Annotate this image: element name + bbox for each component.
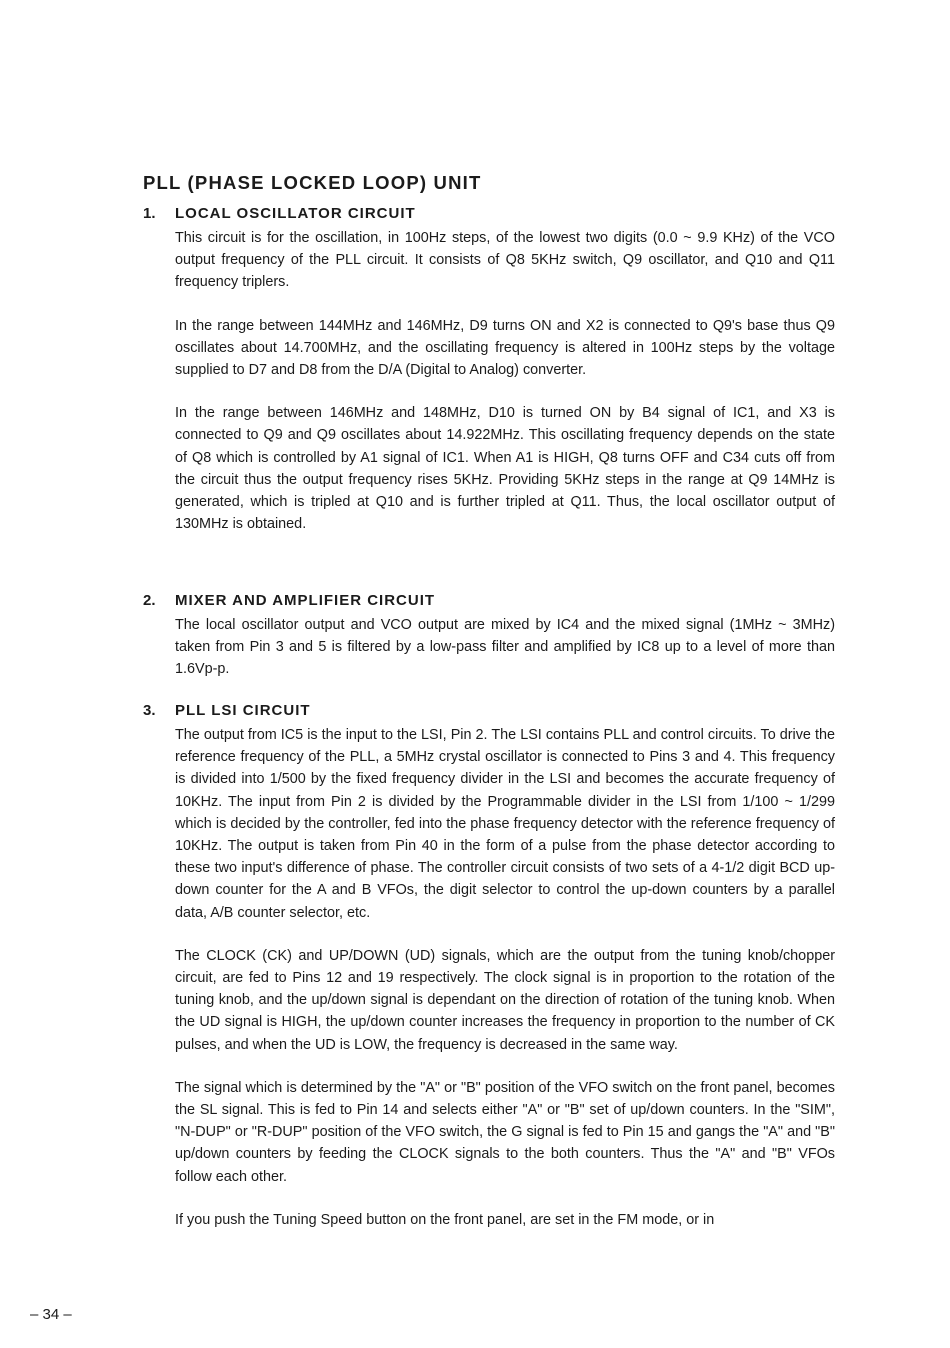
section-header bbox=[143, 702, 843, 724]
paragraph: The local oscillator output and VCO output are mixed by IC4 and the mixed signal (1MHz ~ 3MHz) taken from Pin 3 and 5 is filtered by a low-pass filter and amplified by IC8 up to a level of more than 1.6Vp-p. bbox=[175, 617, 835, 678]
section-header bbox=[143, 592, 843, 614]
paragraph: The CLOCK (CK) and UP/DOWN (UD) signals, which are the output from the tuning knob/chopper circuit, are fed to Pins 12 and 19 respectively. The clock signal is in proportion to the rotation of the tuning knob, and the up/down signal is dependant on the direction of rotation of the tuning knob. When the UD signal is HIGH, the up/down counter increases the frequency in proportion to the number of CK pulses, and when the UD is LOW, the frequency is decreased in the same way. bbox=[175, 947, 835, 1053]
section-number: 3. bbox=[143, 702, 156, 719]
section-heading: MIXER AND AMPLIFIER CIRCUIT bbox=[175, 592, 436, 609]
paragraph: In the range between 146MHz and 148MHz, D10 is turned ON by B4 signal of IC1, and X3 is connected to Q9 and Q9 oscillates about 14.922MHz. This oscillating frequency depends on the state of Q8 which is controlled by A1 signal of IC1. When A1 is HIGH, Q8 turns OFF and C34 cuts off from the circuit thus the output frequency rises 5KHz. Providing 5KHz steps in the range at Q9 14MHz is generated, which is tripled at Q10 and is further tripled at Q11. Thus, the local oscillator output of 130MHz is obtained. bbox=[175, 405, 835, 533]
section-header bbox=[143, 205, 843, 227]
paragraph: In the range between 144MHz and 146MHz, D9 turns ON and X2 is connected to Q9's base thus Q9 oscillates about 14.700MHz, and the oscillating frequency is altered in 100Hz steps by the voltage supplied to D7 and D8 from the D/A (Digital to Analog) converter. bbox=[175, 317, 835, 379]
section-heading: PLL LSI CIRCUIT bbox=[175, 702, 311, 719]
page-number: – 34 – bbox=[30, 1306, 72, 1323]
paragraph: The signal which is determined by the "A" or "B" position of the VFO switch on the front panel, becomes the SL signal. This is fed to Pin 14 and selects either "A" or "B" set of up/down counters. In the "SIM", "N-DUP" or "R-DUP" position of the VFO switch, the G signal is fed to Pin 15 and gangs the "A" and "B" up/down counters by feeding the CLOCK signals to the both counters. Thus the "A" and "B" VFOs follow each other. bbox=[175, 1079, 835, 1185]
section-local-oscillator bbox=[143, 205, 843, 556]
paragraph: The output from IC5 is the input to the LSI, Pin 2. The LSI contains PLL and control circuits. To drive the reference frequency of the PLL, a 5MHz crystal oscillator is connected to Pins 3 and 4. This frequency is divided into 1/500 by the fixed frequency divider in the LSI and becomes the accurate frequency of 10KHz. The input from Pin 2 is divided by the Programmable divider in the LSI from 1/100 ~ 1/299 which is decided by the controller, fed into the phase frequency detector with the reference frequency of 10KHz. The output is taken from Pin 40 in the form of a pulse from the phase detector according to these two input's difference of phase. The controller circuit consists of two sets of a 4-1/2 digit BCD up-down counter for the A and B VFOs, the digit selector to control the up-down counters by a parallel data, A/B counter selector, etc. bbox=[175, 727, 835, 921]
paragraph: If you push the Tuning Speed button on the front panel, are set in the FM mode, or in bbox=[175, 1211, 715, 1228]
section-number: 1. bbox=[143, 205, 156, 222]
section-pll-lsi bbox=[143, 702, 843, 1252]
page-title: PLL (PHASE LOCKED LOOP) UNIT bbox=[143, 172, 482, 193]
section-number: 2. bbox=[143, 592, 156, 609]
section-heading: LOCAL OSCILLATOR CIRCUIT bbox=[175, 205, 416, 222]
section-mixer-amplifier bbox=[143, 592, 843, 702]
paragraph: This circuit is for the oscillation, in 100Hz steps, of the lowest two digits (0.0 ~ 9.9 KHz) of the VCO output frequency of the PLL circuit. It consists of Q8 5KHz switch, Q9 oscillator, and Q10 and Q11 frequency triplers. bbox=[175, 230, 835, 291]
